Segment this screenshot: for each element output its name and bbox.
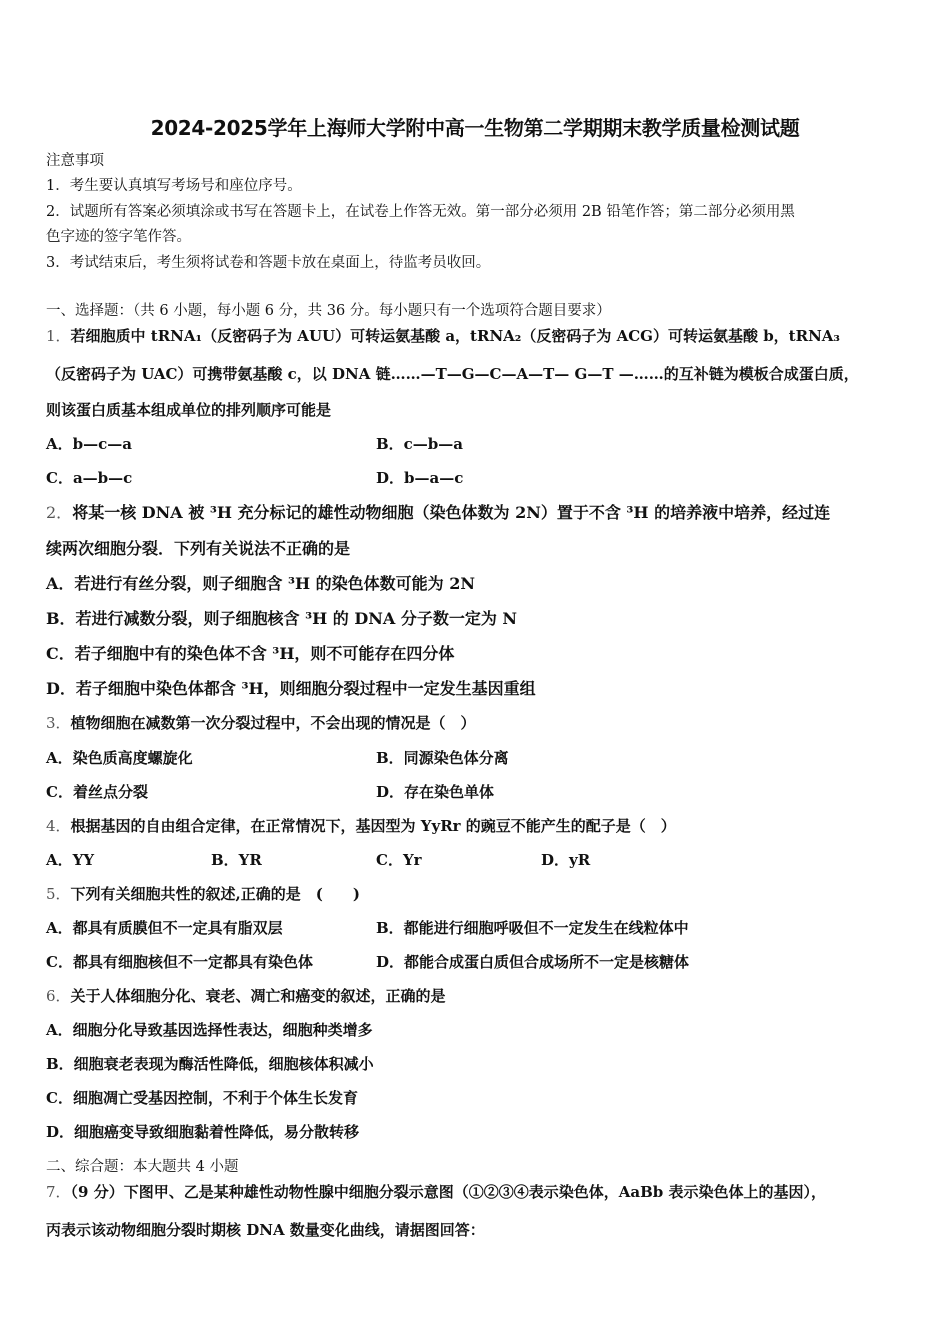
notice-item-3: 3．考试结束后，考生须将试卷和答题卡放在桌面上，待监考员收回。 xyxy=(46,255,491,271)
question-number: 2． xyxy=(46,503,73,522)
question-text: 下列有关细胞共性的叙述,正确的是 ( ) xyxy=(70,885,360,903)
question-2-line-2: 续两次细胞分裂．下列有关说法不正确的是 xyxy=(46,539,351,558)
q1-option-a[interactable]: A．b—c—a xyxy=(46,435,132,453)
question-number: 7． xyxy=(46,1183,71,1201)
question-number: 1． xyxy=(46,327,71,345)
question-4 xyxy=(46,816,676,836)
q2-option-c[interactable]: C．若子细胞中有的染色体不含 ³H，则不可能存在四分体 xyxy=(46,644,455,663)
q2-option-a[interactable]: A．若进行有丝分裂，则子细胞含 ³H 的染色体数可能为 2N xyxy=(46,574,476,593)
question-6 xyxy=(46,986,446,1006)
q6-option-c[interactable]: C．细胞凋亡受基因控制，不利于个体生长发育 xyxy=(46,1089,358,1107)
q6-option-d[interactable]: D．细胞癌变导致细胞黏着性降低，易分散转移 xyxy=(46,1123,360,1141)
question-7-line-2: 丙表示该动物细胞分裂时期核 DNA 数量变化曲线，请据图回答： xyxy=(46,1221,485,1239)
notice-heading: 注意事项 xyxy=(46,153,104,169)
notice-item-2: 2．试题所有答案必须填涂或书写在答题卡上，在试卷上作答无效。第一部分必须用 2B 铅笔作答；第二部分必须用黑 xyxy=(46,204,795,220)
question-1 xyxy=(46,326,840,346)
q3-option-a[interactable]: A．染色质高度螺旋化 xyxy=(46,749,193,767)
q1-option-c[interactable]: C．a—b—c xyxy=(46,469,133,487)
question-1-line-2: （反密码子为 UAC）可携带氨基酸 c，以 DNA 链……—T—G—C—A—T— G—T —……的互补链为模板合成蛋白质， xyxy=(46,365,859,383)
q6-option-b[interactable]: B．细胞衰老表现为酶活性降低，细胞核体积减小 xyxy=(46,1055,374,1073)
q1-option-b[interactable]: B．c—b—a xyxy=(376,435,464,453)
question-number: 6． xyxy=(46,987,71,1005)
notice-item-1: 1．考生要认真填写考场号和座位序号。 xyxy=(46,178,302,194)
question-3 xyxy=(46,713,476,733)
question-1-line-3: 则该蛋白质基本组成单位的排列顺序可能是 xyxy=(46,401,332,419)
q1-option-d[interactable]: D．b—a—c xyxy=(376,469,464,487)
q5-option-a[interactable]: A．都具有质膜但不一定具有脂双层 xyxy=(46,919,283,937)
q4-option-a[interactable]: A．YY xyxy=(46,851,95,869)
q3-option-d[interactable]: D．存在染色单体 xyxy=(376,783,495,801)
q4-option-d[interactable]: D．yR xyxy=(541,851,591,869)
section-1-heading: 一、选择题：（共 6 小题，每小题 6 分，共 36 分。每小题只有一个选项符合题目要求） xyxy=(46,303,611,319)
q4-option-b[interactable]: B．YR xyxy=(211,851,262,869)
q5-option-b[interactable]: B．都能进行细胞呼吸但不一定发生在线粒体中 xyxy=(376,919,689,937)
q4-option-c[interactable]: C．Yr xyxy=(376,851,422,869)
question-number: 5． xyxy=(46,885,71,903)
q2-option-b[interactable]: B．若进行减数分裂，则子细胞核含 ³H 的 DNA 分子数一定为 N xyxy=(46,609,518,628)
section-2-heading: 二、综合题：本大题共 4 小题 xyxy=(46,1159,239,1175)
question-text: 将某一核 DNA 被 ³H 充分标记的雄性动物细胞（染色体数为 2N）置于不含 ³H 的培养液中培养，经过连 xyxy=(72,503,831,522)
q2-option-d[interactable]: D．若子细胞中染色体都含 ³H，则细胞分裂过程中一定发生基因重组 xyxy=(46,679,536,698)
question-text: （9 分）下图甲、乙是某种雄性动物性腺中细胞分裂示意图（①②③④表示染色体，AaBb 表示染色体上的基因）， xyxy=(70,1183,826,1201)
question-number: 4． xyxy=(46,817,71,835)
question-text: 关于人体细胞分化、衰老、凋亡和癌变的叙述，正确的是 xyxy=(70,987,446,1005)
question-7 xyxy=(46,1182,826,1202)
q5-option-d[interactable]: D．都能合成蛋白质但合成场所不一定是核糖体 xyxy=(376,953,690,971)
q3-option-c[interactable]: C．着丝点分裂 xyxy=(46,783,148,801)
q5-option-c[interactable]: C．都具有细胞核但不一定都具有染色体 xyxy=(46,953,313,971)
q3-option-b[interactable]: B．同源染色体分离 xyxy=(376,749,509,767)
question-text: 若细胞质中 tRNA₁（反密码子为 AUU）可转运氨基酸 a，tRNA₂（反密码子为 ACG）可转运氨基酸 b，tRNA₃ xyxy=(70,327,840,345)
notice-item-2-cont: 色字迹的签字笔作答。 xyxy=(46,229,191,245)
question-text: 植物细胞在减数第一次分裂过程中，不会出现的情况是（ ） xyxy=(70,714,476,732)
question-2 xyxy=(46,503,830,523)
q6-option-a[interactable]: A．细胞分化导致基因选择性表达，细胞种类增多 xyxy=(46,1021,373,1039)
question-number: 3． xyxy=(46,714,71,732)
question-text: 根据基因的自由组合定律，在正常情况下，基因型为 YyRr 的豌豆不能产生的配子是（ ） xyxy=(70,817,676,835)
page-title: 2024-2025学年上海师大学附中高一生物第二学期期末教学质量检测试题 xyxy=(150,116,800,140)
question-5 xyxy=(46,884,360,904)
